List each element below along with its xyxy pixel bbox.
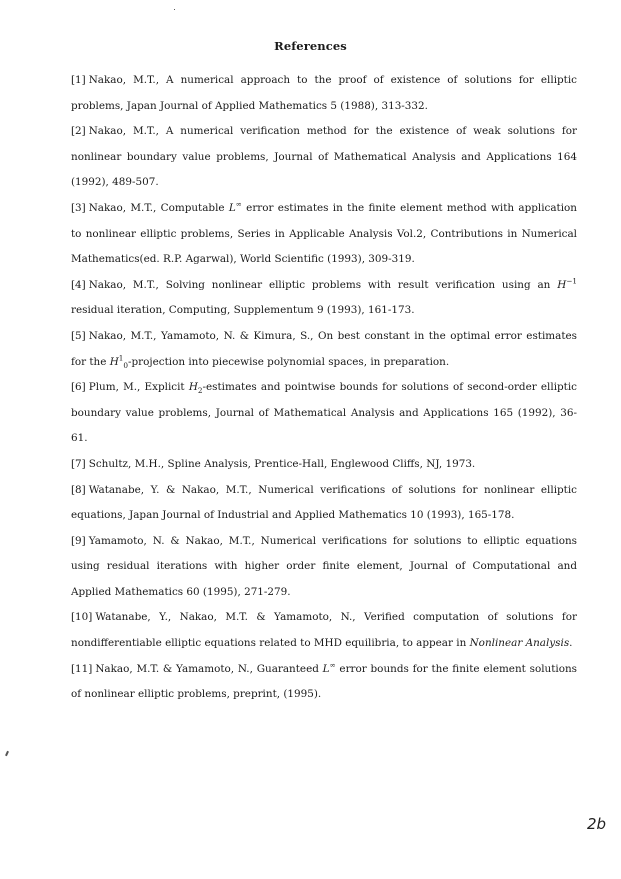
reference-item	[71, 196, 577, 273]
reference-number: [5]	[71, 329, 86, 342]
italic-text: L	[228, 201, 236, 214]
reference-text: -projection into piecewise polynomial spaces, in preparation.	[128, 355, 450, 368]
references-heading: References	[274, 39, 347, 53]
math-superscript: −1	[566, 276, 577, 286]
reference-text: Nakao, M.T., Computable	[88, 201, 229, 214]
reference-item	[71, 452, 577, 478]
reference-item	[71, 119, 577, 196]
reference-text: Nakao, M.T., Yamamoto, N. & Kimura, S., On best constant in the optimal error estimates for the	[71, 329, 577, 368]
italic-text: H	[109, 355, 119, 368]
reference-item	[71, 478, 577, 529]
reference-text: error bounds for the finite element solutions of nonlinear elliptic problems, preprint, (1995).	[71, 662, 577, 701]
reference-number: [8]	[71, 483, 86, 496]
reference-text: -estimates and pointwise bounds for solutions of second-order elliptic boundary value problems, Journal of Mathematical Analysis and Applications 165 (1992), 36-61.	[71, 381, 577, 445]
reference-number: [1]	[71, 74, 86, 86]
math-superscript: ∞	[329, 660, 336, 670]
reference-text: error estimates in the finite element method with application to nonlinear elliptic problems, Series in Applicable Analysis Vol.2, Contributions in Numerical Mathematics(ed. R.P. Agarwal), World Scientific (1993), 309-319.	[71, 201, 577, 266]
math-superscript: 1	[118, 353, 124, 363]
reference-number: [10]	[71, 611, 93, 624]
reference-item	[71, 273, 577, 324]
reference-list	[71, 68, 577, 708]
scan-speck	[5, 751, 9, 756]
math-subscript: 2	[197, 386, 203, 396]
reference-number: [11]	[71, 662, 93, 675]
italic-text: H	[557, 278, 567, 291]
reference-text: Yamamoto, N. & Nakao, M.T., Numerical verifications for solutions to elliptic equations using residual iterations with higher order finite element, Journal of Computational and Applied Mathematics 60 (1995), 271-279.	[71, 534, 577, 598]
scan-speck	[174, 9, 175, 10]
reference-number: [4]	[71, 278, 86, 291]
italic-text: H	[188, 381, 198, 394]
reference-number: [2]	[71, 125, 86, 138]
math-superscript: ∞	[235, 199, 242, 209]
italic-text: L	[322, 662, 330, 675]
italic-text: Nonlinear Analysis	[469, 637, 570, 650]
reference-item	[71, 68, 577, 119]
reference-number: [9]	[71, 534, 86, 547]
reference-text: residual iteration, Computing, Supplementum 9 (1993), 161-173.	[71, 304, 415, 317]
reference-text: Schultz, M.H., Spline Analysis, Prentice-Hall, Englewood Cliffs, NJ, 1973.	[88, 457, 476, 470]
reference-text: Nakao, M.T. & Yamamoto, N., Guaranteed	[95, 662, 323, 675]
reference-item	[71, 605, 577, 656]
reference-item	[71, 375, 577, 452]
reference-text: Watanabe, Y. & Nakao, M.T., Numerical verifications of solutions for nonlinear elliptic equations, Japan Journal of Industrial and Applied Mathematics 10 (1993), 165-178.	[71, 483, 577, 522]
reference-item	[71, 529, 577, 606]
reference-number: [3]	[71, 201, 86, 214]
reference-number: [6]	[71, 381, 86, 394]
reference-item	[71, 324, 577, 375]
reference-text: Nakao, M.T., Solving nonlinear elliptic problems with result verification using an	[88, 278, 558, 291]
reference-number: [7]	[71, 457, 86, 470]
reference-item	[71, 657, 577, 708]
reference-text: Nakao, M.T., A numerical verification method for the existence of weak solutions for nonlinear boundary value problems, Journal of Mathematical Analysis and Applications 164 (1992), 489-507.	[71, 125, 577, 189]
reference-text: .	[569, 637, 573, 650]
handwritten-page-number: 2b	[587, 815, 607, 833]
reference-text: Watanabe, Y., Nakao, M.T. & Yamamoto, N., Verified computation of solutions for nondifferentiable elliptic equations related to MHD equilibria, to appear in	[71, 611, 577, 650]
math-subscript: 0	[123, 360, 129, 370]
reference-text: Plum, M., Explicit	[88, 381, 189, 394]
reference-text: Nakao, M.T., A numerical approach to the proof of existence of solutions for elliptic problems, Japan Journal of Applied Mathematics 5 (1988), 313-332.	[71, 74, 577, 112]
